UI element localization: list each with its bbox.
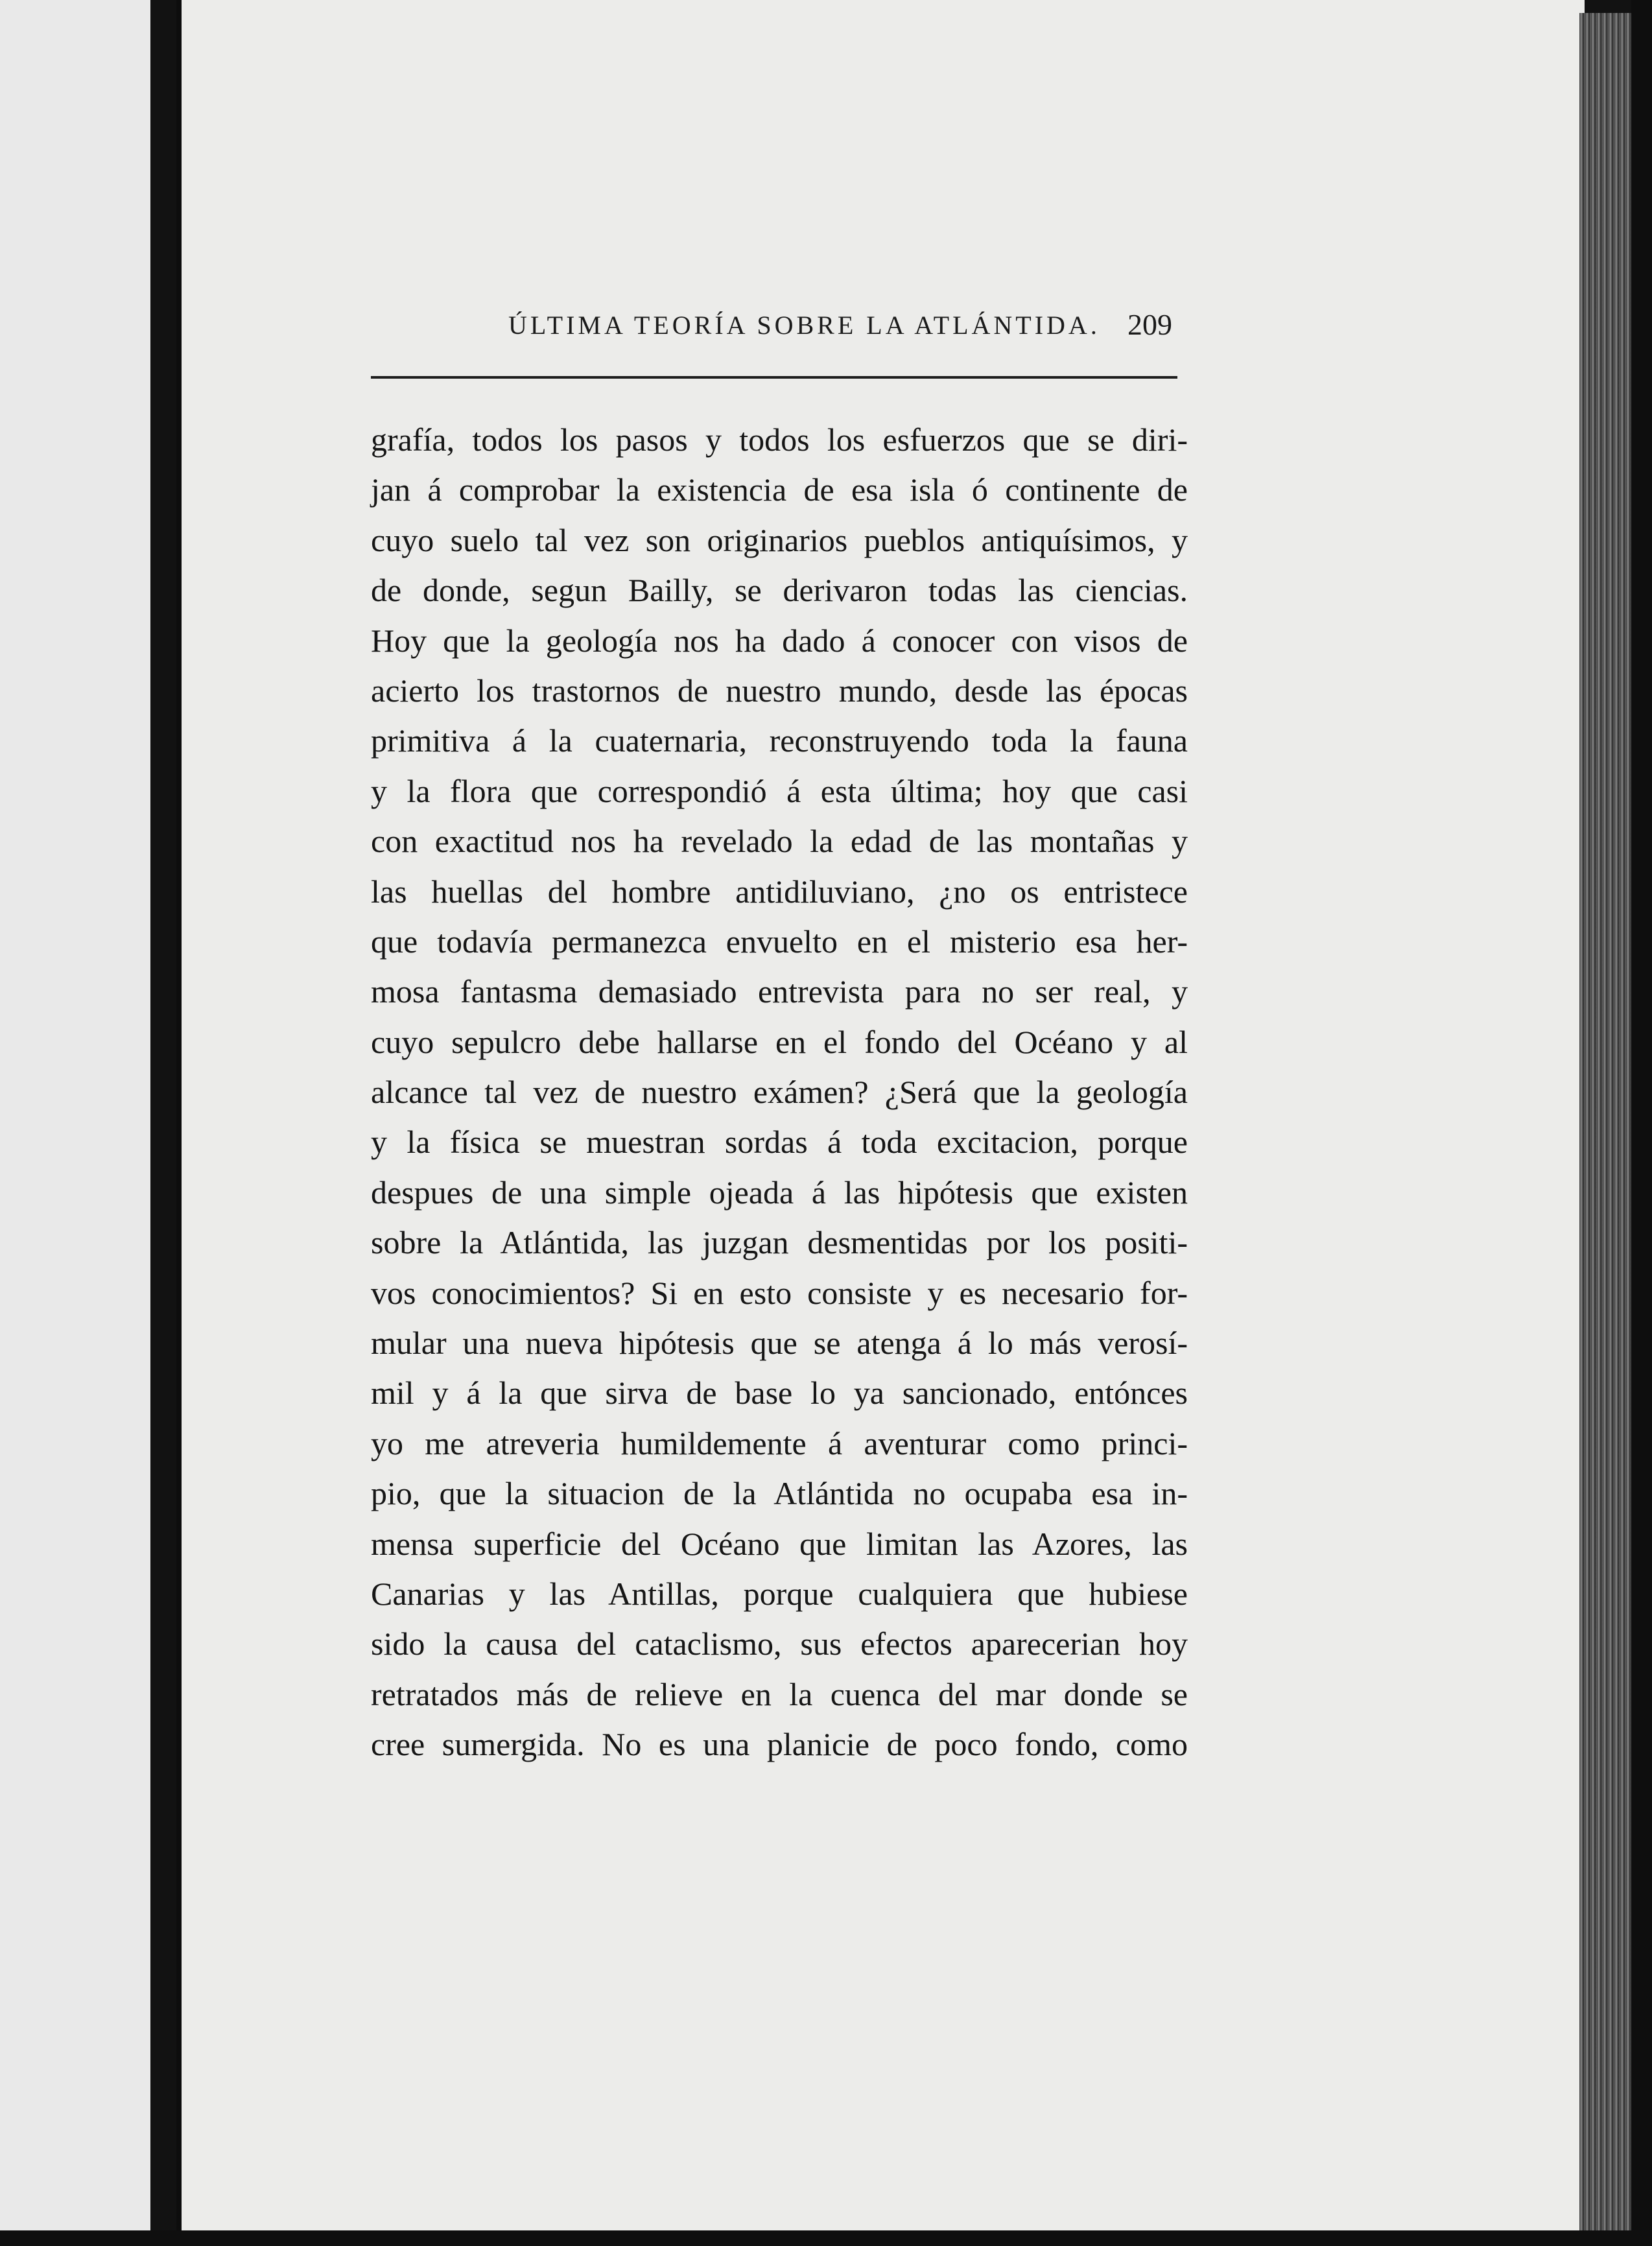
text-line: sido la causa del cataclismo, sus efectos aparecerian hoy xyxy=(371,1625,1188,1662)
text-line: las huellas del hombre antidiluviano, ¿no os entristece xyxy=(371,873,1188,910)
text-line: yo me atreveria humildemente á aventurar como princi- xyxy=(371,1424,1188,1461)
text-line: Canarias y las Antillas, porque cualquiera que hubiese xyxy=(371,1575,1188,1612)
text-line: pio, que la situacion de la Atlántida no ocupaba esa in- xyxy=(371,1475,1188,1512)
text-line: mensa superficie del Océano que limitan las Azores, las xyxy=(371,1525,1188,1562)
scan-border-bottom xyxy=(0,2230,1652,2246)
text-line: cree sumergida. No es una planicie de poco fondo, como xyxy=(371,1726,1188,1763)
running-title: ÚLTIMA TEORÍA SOBRE LA ATLÁNTIDA. xyxy=(508,311,1100,340)
text-line: mosa fantasma demasiado entrevista para no ser real, y xyxy=(371,973,1188,1010)
text-line: vos conocimientos? Si en esto consiste y es necesario for- xyxy=(371,1274,1188,1311)
page-stack-edges xyxy=(1579,13,1631,2230)
text-line: primitiva á la cuaternaria, reconstruyendo toda la fauna xyxy=(371,722,1188,759)
text-line: alcance tal vez de nuestro exámen? ¿Será que la geología xyxy=(371,1074,1188,1111)
text-line: despues de una simple ojeada á las hipótesis que existen xyxy=(371,1174,1188,1211)
text-line: y la flora que correspondió á esta última; hoy que casi xyxy=(371,772,1188,809)
page-number: 209 xyxy=(1127,308,1172,341)
text-line: sobre la Atlántida, las juzgan desmentidas por los positi- xyxy=(371,1224,1188,1261)
text-line: mular una nueva hipótesis que se atenga á lo más verosí- xyxy=(371,1325,1188,1362)
text-line: que todavía permanezca envuelto en el misterio esa her- xyxy=(371,923,1188,960)
binding-shadow-right xyxy=(1631,0,1652,2246)
text-line: acierto los trastornos de nuestro mundo, desde las épocas xyxy=(371,672,1188,709)
text-line: con exactitud nos ha revelado la edad de las montañas y xyxy=(371,823,1188,860)
text-line: cuyo sepulcro debe hallarse en el fondo del Océano y al xyxy=(371,1023,1188,1060)
text-line: mil y á la que sirva de base lo ya sancionado, entónces xyxy=(371,1375,1188,1412)
text-line: Hoy que la geología nos ha dado á conocer con visos de xyxy=(371,622,1188,659)
body-text xyxy=(371,415,1188,1770)
text-line: cuyo suelo tal vez son originarios pueblos antiquísimos, y xyxy=(371,521,1188,558)
text-line: grafía, todos los pasos y todos los esfuerzos que se diri- xyxy=(371,421,1188,458)
text-line: retratados más de relieve en la cuenca del mar donde se xyxy=(371,1675,1188,1712)
text-line: de donde, segun Bailly, se derivaron todas las ciencias. xyxy=(371,572,1188,609)
facing-page-edge xyxy=(0,0,150,2230)
header-rule xyxy=(371,376,1177,379)
text-line: y la física se muestran sordas á toda excitacion, porque xyxy=(371,1124,1188,1161)
text-line: jan á comprobar la existencia de esa isla ó continente de xyxy=(371,471,1188,508)
running-head xyxy=(371,302,1175,354)
